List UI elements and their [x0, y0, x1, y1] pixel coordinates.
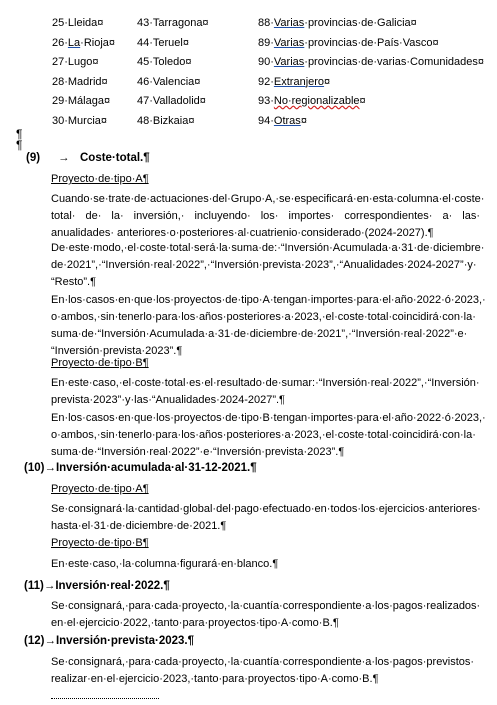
- code-cell: 27·Lugo¤: [52, 56, 99, 68]
- dotted-leader: [51, 690, 159, 699]
- paragraph: En·este·caso,·la·columna·figurará·en·blanco.¶: [51, 558, 279, 570]
- code-row: [52, 14, 492, 34]
- section-number: (10): [24, 462, 45, 474]
- subheading-project-type-b: Proyecto·de·tipo·B¶: [51, 357, 149, 369]
- section-heading-9: [26, 152, 150, 164]
- code-cell: 28·Madrid¤: [52, 75, 108, 88]
- code-cell: 93·No·regionalizable¤: [258, 95, 366, 107]
- code-cell: 47·Valladolid¤: [137, 95, 206, 107]
- code-cell: 46·Valencia¤: [137, 75, 201, 88]
- subheading-project-type-a: Proyecto·de·tipo·A¶: [51, 173, 149, 185]
- code-row: [52, 53, 492, 73]
- section-title: Coste·total.¶: [80, 152, 150, 164]
- code-cell: 25·Lleida¤: [52, 17, 104, 29]
- code-cell: 29·Málaga¤: [52, 95, 111, 107]
- section-title: Inversión·prevista·2023.¶: [55, 635, 195, 647]
- tab-arrow-icon: →: [43, 580, 56, 592]
- section-number: (12): [24, 635, 45, 647]
- tab-arrow-icon: →: [44, 462, 56, 474]
- code-cell: 43·Tarragona¤: [137, 17, 209, 29]
- paragraph-text: Se·consignará,·para·cada·proyecto,·la·cuantía·correspondiente·a·los·pagos·previstos· realizar·en·el·ejercicio·2023,·tanto·para·proyectos·tipo·A·como·B.¶: [51, 656, 475, 685]
- province-code-list: [52, 14, 492, 131]
- paragraph: En·los·casos·en·que·los·proyectos·de·tipo·A·tengan·importes·para·el·año·2022·ó·2023,· o·ambos,·sin·tenerlo·para·los·años·posteriores·a·2023,·el·coste·total·coincidirá·con·la· suma·de·“Inversión·Acumulada·a·31·de·diciembre·de·2021”,·“Inversión·real·2022”·e· “Inversión·prevista·2023”.¶: [51, 294, 486, 357]
- code-cell: 30·Murcia¤: [52, 114, 108, 127]
- section-title: Inversión·acumulada·al·31-12-2021.¶: [55, 462, 257, 474]
- subheading-project-type-b: Proyecto·de·tipo·B¶: [51, 537, 149, 549]
- paragraph: De·este·modo,·el·coste·total·será·la·suma·de:·“Inversión·Acumulada·a·31·de·diciembre· de·2021”,·“Inversión·real·2022”,·“Inversión·prevista·2023”,·“Anualidades·2024-2027”·y· “Resto”.¶: [51, 242, 485, 288]
- empty-paragraph-mark: ¶: [16, 138, 23, 152]
- paragraph: En·los·casos·en·que·los·proyectos·de·tipo·B·tengan·importes·para·el·año·2022·ó·2023,· o·ambos,·sin·tenerlo·para·los·años·posteriores·a·2023,·el·coste·total·coincidirá·con·la· suma·de·“Inversión·real·2022”·e·“Inversión·prevista·2023”.¶: [51, 412, 486, 458]
- tab-arrow-icon: →: [44, 635, 56, 647]
- paragraph: Cuando·se·trate·de·actuaciones·del·Grupo·A,·se·especificará·en·esta·columna·el·coste· total· de· la· inversión,· incluyendo· los· importes· correspondientes· a· las· anualidades· anteriores·o·posteriores·al·cuatrienio·considerado·(2024-2027).¶: [51, 193, 485, 239]
- section-number: (9): [26, 152, 41, 164]
- code-cell: 26·La·Rioja¤: [52, 36, 116, 49]
- section-heading-12: [24, 635, 194, 647]
- subheading-project-type-a: Proyecto·de·tipo·A¶: [51, 483, 149, 495]
- code-cell: 92·Extranjero¤: [258, 75, 331, 88]
- tab-arrow-icon: →: [58, 152, 70, 164]
- code-cell: 88·Varias·provincias·de·Galicia¤: [258, 17, 417, 29]
- section-heading-11: [24, 580, 170, 592]
- code-cell: 94·Otras¤: [258, 114, 307, 127]
- paragraph: [51, 654, 480, 705]
- paragraph: En·este·caso,·el·coste·total·es·el·resultado·de·sumar:·“Inversión·real·2022”,·“Inversión· prevista·2023”·y·las·“Anualidades·2024-2027”.¶: [51, 377, 480, 406]
- code-row: [52, 34, 492, 54]
- code-cell: 90·Varias·provincias·de·varias·Comunidades¤: [258, 56, 485, 68]
- code-row: [52, 112, 492, 132]
- code-cell: 89·Varias·provincias·de·País·Vasco¤: [258, 36, 439, 49]
- paragraph: Se·consignará·la·cantidad·global·del·pago·efectuado·en·todos·los·ejercicios·anteriores· hasta·el·31·de·diciembre·de·2021.¶: [51, 503, 481, 532]
- section-heading-10: [24, 462, 257, 474]
- empty-paragraph-mark: ¶: [16, 127, 23, 141]
- code-row: [52, 73, 492, 93]
- code-row: [52, 92, 492, 112]
- code-cell: 44·Teruel¤: [137, 36, 189, 49]
- section-number: (11): [24, 580, 44, 592]
- section-title: Inversión·real·2022.¶: [55, 580, 170, 592]
- code-cell: 45·Toledo¤: [137, 56, 192, 68]
- code-cell: 48·Bizkaia¤: [137, 114, 195, 127]
- paragraph: Se·consignará,·para·cada·proyecto,·la·cuantía·correspondiente·a·los·pagos·realizados· en·el·ejercicio·2022,·tanto·para·proyectos·tipo·A·como·B.¶: [51, 600, 481, 629]
